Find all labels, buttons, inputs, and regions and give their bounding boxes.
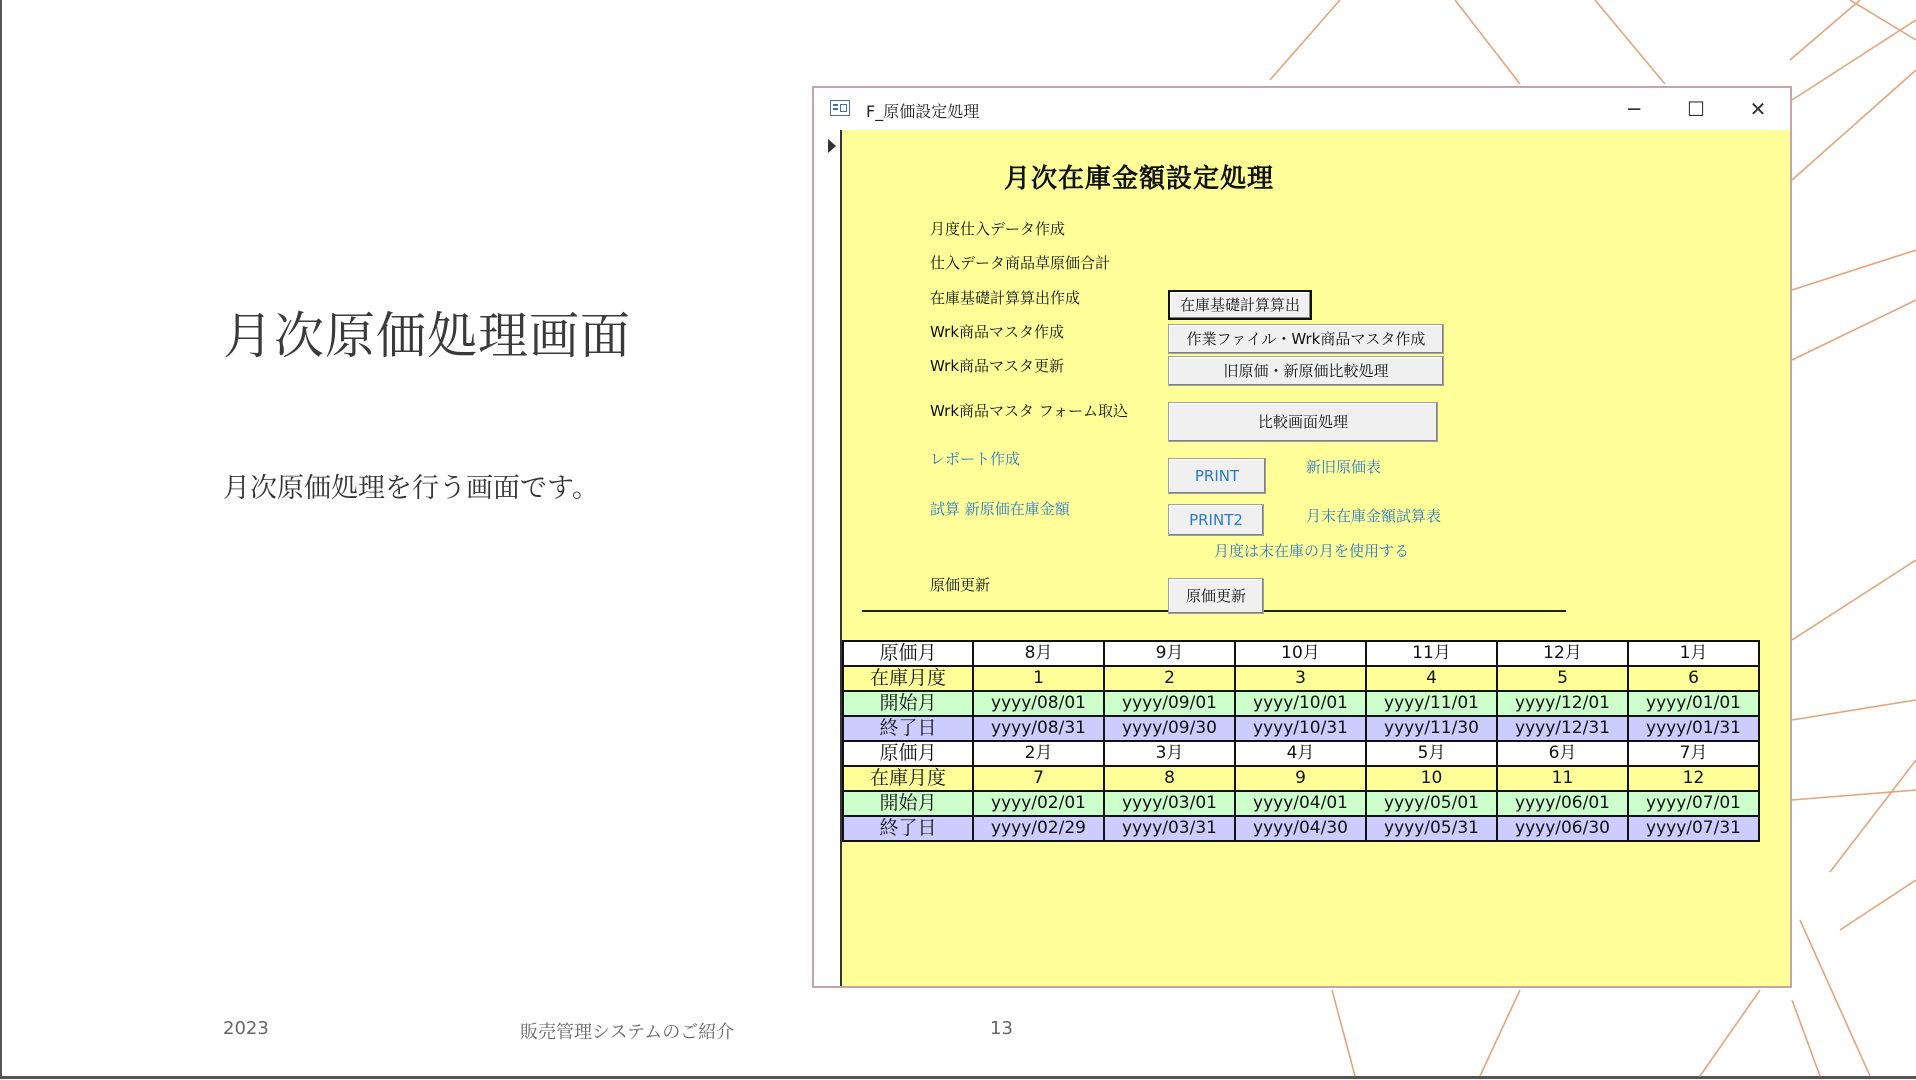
cost-month-cell: 2月 <box>973 741 1104 766</box>
wrk-create-button[interactable]: 作業ファイル・Wrk商品マスタ作成 <box>1168 324 1444 354</box>
minimize-button[interactable]: ─ <box>1627 97 1641 121</box>
row-label-start-month: 開始月 <box>843 691 973 716</box>
cost-month-cell: 8月 <box>973 641 1104 666</box>
inventory-period-cell: 1 <box>973 666 1104 691</box>
end-date-cell: yyyy/05/31 <box>1366 816 1497 841</box>
label-wrk-form: Wrk商品マスタ フォーム取込 <box>930 402 1129 420</box>
cost-month-cell: 5月 <box>1366 741 1497 766</box>
end-date-cell: yyyy/02/29 <box>973 816 1104 841</box>
cost-month-cell: 1月 <box>1628 641 1759 666</box>
start-date-cell: yyyy/04/01 <box>1235 791 1366 816</box>
cost-month-cell: 4月 <box>1235 741 1366 766</box>
form-icon <box>830 100 850 116</box>
window-titlebar[interactable] <box>814 88 1790 130</box>
current-record-icon <box>828 139 836 153</box>
end-date-cell: yyyy/12/31 <box>1497 716 1628 741</box>
compare-screen-button[interactable]: 比較画面処理 <box>1168 402 1438 442</box>
label-trial: 試算 新原価在庫金額 <box>930 500 1070 518</box>
row-label-cost-month: 原価月 <box>843 641 973 666</box>
cost-update-button[interactable]: 原価更新 <box>1168 578 1264 614</box>
end-date-cell: yyyy/04/30 <box>1235 816 1366 841</box>
start-date-cell: yyyy/06/01 <box>1497 791 1628 816</box>
label-usage-note: 月度は末在庫の月を使用する <box>1214 542 1410 560</box>
end-date-cell: yyyy/07/31 <box>1628 816 1759 841</box>
row-label-cost-month: 原価月 <box>843 741 973 766</box>
label-report: レポート作成 <box>930 450 1021 468</box>
cost-month-cell: 10月 <box>1235 641 1366 666</box>
slide-description: 月次原価処理を行う画面です。 <box>223 473 599 504</box>
record-selector[interactable] <box>814 130 842 986</box>
inventory-period-cell: 10 <box>1366 766 1497 791</box>
end-date-cell: yyyy/10/31 <box>1235 716 1366 741</box>
label-print2-note: 月末在庫金額試算表 <box>1306 507 1442 525</box>
row-label-start-month: 開始月 <box>843 791 973 816</box>
access-form-window <box>812 86 1792 988</box>
slide-title: 月次原価処理画面 <box>223 307 631 365</box>
start-date-cell: yyyy/01/01 <box>1628 691 1759 716</box>
start-date-cell: yyyy/10/01 <box>1235 691 1366 716</box>
row-label-end-date: 終了日 <box>843 716 973 741</box>
end-date-cell: yyyy/08/31 <box>973 716 1104 741</box>
form-heading: 月次在庫金額設定処理 <box>1004 164 1275 194</box>
end-date-cell: yyyy/09/30 <box>1104 716 1235 741</box>
label-inventory-base: 在庫基礎計算算出作成 <box>930 289 1081 307</box>
cost-month-cell: 9月 <box>1104 641 1235 666</box>
end-date-cell: yyyy/01/31 <box>1628 716 1759 741</box>
start-date-cell: yyyy/02/01 <box>973 791 1104 816</box>
row-label-end-date: 終了日 <box>843 816 973 841</box>
cost-month-cell: 11月 <box>1366 641 1497 666</box>
print-button[interactable]: PRINT <box>1168 458 1266 494</box>
inventory-period-cell: 11 <box>1497 766 1628 791</box>
inventory-period-cell: 4 <box>1366 666 1497 691</box>
inventory-period-cell: 7 <box>973 766 1104 791</box>
inventory-period-cell: 6 <box>1628 666 1759 691</box>
row-label-inventory-period: 在庫月度 <box>843 766 973 791</box>
print2-button[interactable]: PRINT2 <box>1168 504 1264 536</box>
cost-calendar-table <box>842 640 1760 842</box>
label-purchase-total: 仕入データ商品草原価合計 <box>930 254 1111 272</box>
form-body <box>842 130 1790 986</box>
label-cost-update: 原価更新 <box>930 576 991 594</box>
inventory-period-cell: 2 <box>1104 666 1235 691</box>
window-title: F_原価設定処理 <box>866 102 980 121</box>
cost-month-cell: 6月 <box>1497 741 1628 766</box>
footer-text: 販売管理システムのご紹介 <box>520 1022 735 1043</box>
start-date-cell: yyyy/03/01 <box>1104 791 1235 816</box>
end-date-cell: yyyy/03/31 <box>1104 816 1235 841</box>
label-wrk-create: Wrk商品マスタ作成 <box>930 323 1065 341</box>
start-date-cell: yyyy/11/01 <box>1366 691 1497 716</box>
end-date-cell: yyyy/11/30 <box>1366 716 1497 741</box>
end-date-cell: yyyy/06/30 <box>1497 816 1628 841</box>
inventory-period-cell: 8 <box>1104 766 1235 791</box>
cost-month-cell: 12月 <box>1497 641 1628 666</box>
maximize-button[interactable]: ☐ <box>1687 97 1705 121</box>
compare-prices-button[interactable]: 旧原価・新原価比較処理 <box>1168 356 1444 386</box>
inventory-period-cell: 9 <box>1235 766 1366 791</box>
close-button[interactable]: ✕ <box>1749 97 1767 121</box>
start-date-cell: yyyy/09/01 <box>1104 691 1235 716</box>
inventory-period-cell: 12 <box>1628 766 1759 791</box>
label-wrk-update: Wrk商品マスタ更新 <box>930 357 1065 375</box>
start-date-cell: yyyy/05/01 <box>1366 791 1497 816</box>
label-print-note: 新旧原価表 <box>1306 458 1382 476</box>
label-monthly-purchase: 月度仕入データ作成 <box>930 220 1066 238</box>
inventory-calc-button[interactable]: 在庫基礎計算算出 <box>1168 290 1312 320</box>
start-date-cell: yyyy/12/01 <box>1497 691 1628 716</box>
start-date-cell: yyyy/07/01 <box>1628 791 1759 816</box>
inventory-period-cell: 5 <box>1497 666 1628 691</box>
start-date-cell: yyyy/08/01 <box>973 691 1104 716</box>
page-number: 13 <box>990 1018 1013 1039</box>
cost-month-cell: 7月 <box>1628 741 1759 766</box>
footer-year: 2023 <box>223 1018 269 1039</box>
row-label-inventory-period: 在庫月度 <box>843 666 973 691</box>
cost-month-cell: 3月 <box>1104 741 1235 766</box>
inventory-period-cell: 3 <box>1235 666 1366 691</box>
